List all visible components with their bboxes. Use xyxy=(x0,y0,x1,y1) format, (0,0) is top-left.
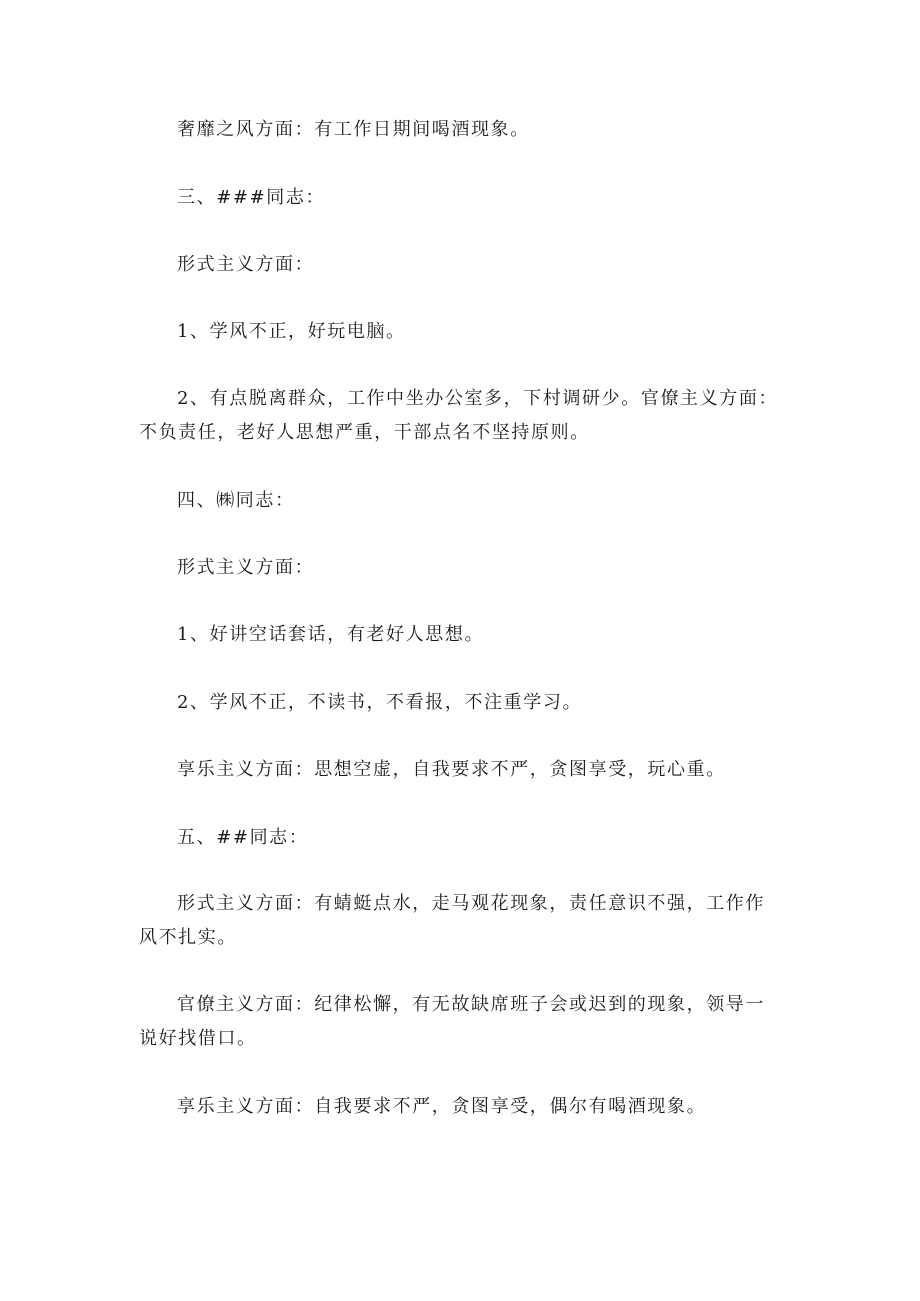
list-item: 2、学风不正，不读书，不看报，不注重学习。 xyxy=(177,692,583,713)
heading-comrade-five: 五、##同志： xyxy=(177,827,309,848)
heading-formalism: 形式主义方面： xyxy=(177,557,315,578)
list-item: 1、好讲空话套话，有老好人思想。 xyxy=(177,624,485,645)
list-item: 1、学风不正，好玩电脑。 xyxy=(177,321,406,342)
paragraph-formalism: 形式主义方面：有蜻蜓点水，走马观花现象，责任意识不强，工作作风不扎实。 xyxy=(139,893,765,948)
paragraph-hedonism: 享乐主义方面：思想空虚，自我要求不严，贪图享受，玩心重。 xyxy=(177,759,726,780)
heading-formalism: 形式主义方面： xyxy=(177,254,315,275)
paragraph-extravagance: 奢靡之风方面：有工作日期间喝酒现象。 xyxy=(177,119,530,140)
heading-comrade-four: 四、㈱同志： xyxy=(177,490,295,511)
paragraph-hedonism: 享乐主义方面：自我要求不严，贪图享受，偶尔有喝酒现象。 xyxy=(177,1096,707,1117)
paragraph-bureaucratism: 官僚主义方面：纪律松懈，有无故缺席班子会或迟到的现象，领导一说好找借口。 xyxy=(139,994,765,1049)
heading-comrade-three: 三、###同志： xyxy=(177,187,326,208)
list-item: 2、有点脱离群众，工作中坐办公室多，下村调研少。官僚主义方面：不负责任，老好人思想严重，干部点名不坚持原则。 xyxy=(139,388,779,443)
